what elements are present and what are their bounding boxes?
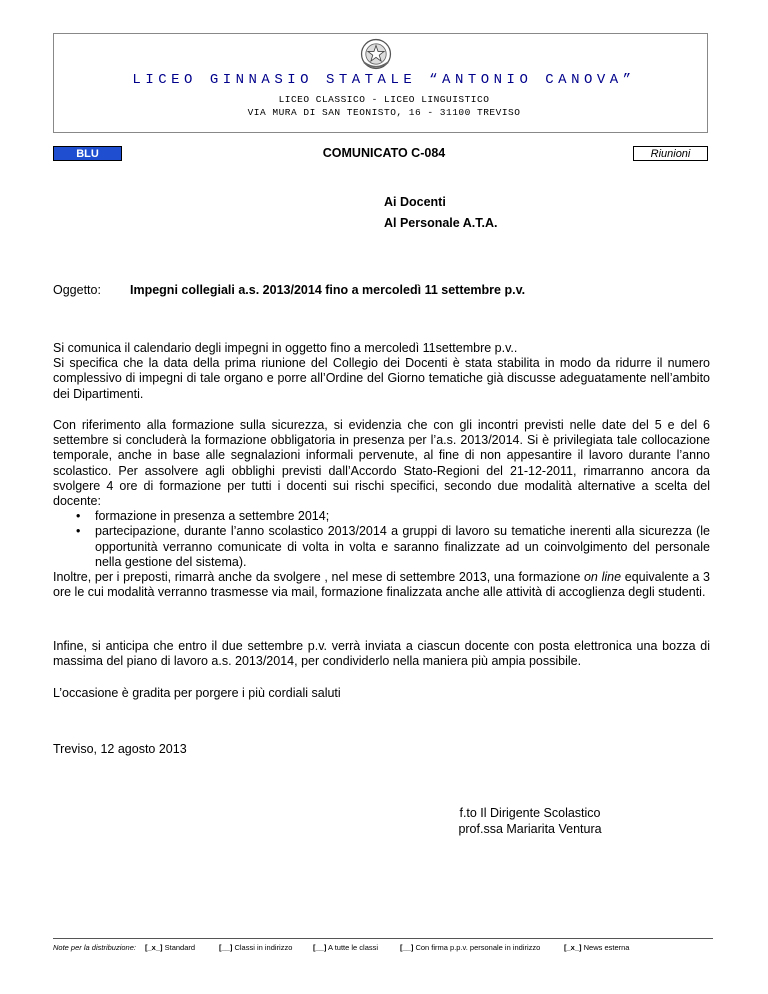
- bullet-icon: •: [76, 524, 81, 539]
- document-title: COMUNICATO C-084: [322, 146, 446, 160]
- school-name: LICEO GINNASIO STATALE “ANTONIO CANOVA”: [132, 72, 636, 88]
- distribution-option: [_x_] Standard: [145, 943, 196, 952]
- distribution-label: Note per la distribuzione:: [53, 943, 136, 952]
- subject-text: Impegni collegiali a.s. 2013/2014 fino a mercoledì 11 settembre p.v.: [130, 283, 526, 297]
- bullet-list: [53, 509, 710, 570]
- distribution-option: [__] A tutte le classi: [313, 943, 379, 952]
- bullet-icon: •: [76, 509, 81, 524]
- distribution-option: [_x_] News esterna: [564, 943, 630, 952]
- paragraph-line: Si comunica il calendario degli impegni in oggetto fino a mercoledì 11settembre p.v..: [53, 341, 518, 355]
- checkbox-icon: [__]: [219, 943, 233, 952]
- recipient-line: Ai Docenti: [384, 195, 446, 209]
- distribution-option: [__] Classi in indirizzo: [219, 943, 293, 952]
- list-item: • partecipazione, durante l’anno scolastico 2013/2014 a gruppi di lavoro su tematiche inerenti alla sicurezza (le opportunità verranno comunicate di volta in volta e saranno finalizzate ad un coinvolgimento del personale nella gestione del sistema).: [76, 524, 710, 569]
- paragraph-safety: [53, 418, 710, 600]
- recipient-line: Al Personale A.T.A.: [384, 216, 498, 230]
- paragraph-text: Inoltre, per i preposti, rimarrà anche da svolgere , nel mese di settembre 2013, una formazione on line equivalente a 3 ore le cui modalità verranno trasmesse via mail, formazione finalizzata anche alle attività di accoglienza degli studenti.: [53, 570, 710, 600]
- checkbox-icon: [__]: [400, 943, 414, 952]
- checkbox-icon: [_x_]: [145, 943, 163, 952]
- paragraph-greeting: L’occasione è gradita per porgere i più cordiali saluti: [53, 686, 341, 700]
- checkbox-icon: [__]: [313, 943, 327, 952]
- signature-title: f.to Il Dirigente Scolastico: [459, 806, 601, 820]
- subject-label: Oggetto:: [53, 283, 101, 297]
- place-date: Treviso, 12 agosto 2013: [53, 742, 187, 756]
- category-tag: Riunioni: [633, 146, 708, 161]
- school-address: VIA MURA DI SAN TEONISTO, 16 - 31100 TREVISO: [247, 107, 521, 118]
- signature-name: prof.ssa Mariarita Ventura: [458, 822, 602, 836]
- checkbox-icon: [_x_]: [564, 943, 582, 952]
- list-item: • formazione in presenza a settembre 2014;: [76, 509, 330, 524]
- distribution-option: [__] Con firma p.p.v. personale in indirizzo: [400, 943, 541, 952]
- color-tag: BLU: [53, 146, 122, 161]
- footer-divider: [53, 938, 713, 939]
- paragraph-text: Con riferimento alla formazione sulla sicurezza, si evidenzia che con gli incontri previsti nelle date del 5 e del 6 settembre si concluderà la formazione obbligatoria in presenza per l’a.s. 2013/2014. Si è privilegiata tale collocazione temporale, anche in base alle segnalazioni informali pervenute, al fine di non appesantire il lavoro durante l’anno scolastico. Per assolvere agli obblighi previsti dall’Accordo Stato-Regioni del 21-12-2011, rimarranno ancora da svolgere 4 ore di formazione per tutti i docenti sui rischi specifici, secondo due modalità alternative a scelta del docente:: [53, 418, 710, 509]
- paragraph-line: Si specifica che la data della prima riunione del Collegio dei Docenti è stata stabilita in modo da ridurre il numero complessivo di impegni di tale organo e porre all’Ordine del Giorno tematiche già discusse adeguatamente nell’ambito dei Dipartimenti.: [53, 356, 710, 401]
- distribution-notes: [53, 943, 630, 952]
- paragraph-intro: [53, 341, 710, 402]
- italian-republic-emblem-icon: [359, 37, 393, 71]
- paragraph-plan: Infine, si anticipa che entro il due settembre p.v. verrà inviata a ciascun docente con posta elettronica una bozza di massima del piano di lavoro a.s. 2013/2014, per condividerlo nella maniera più ampia possibile.: [53, 639, 710, 669]
- school-type: LICEO CLASSICO - LICEO LINGUISTICO: [278, 94, 490, 105]
